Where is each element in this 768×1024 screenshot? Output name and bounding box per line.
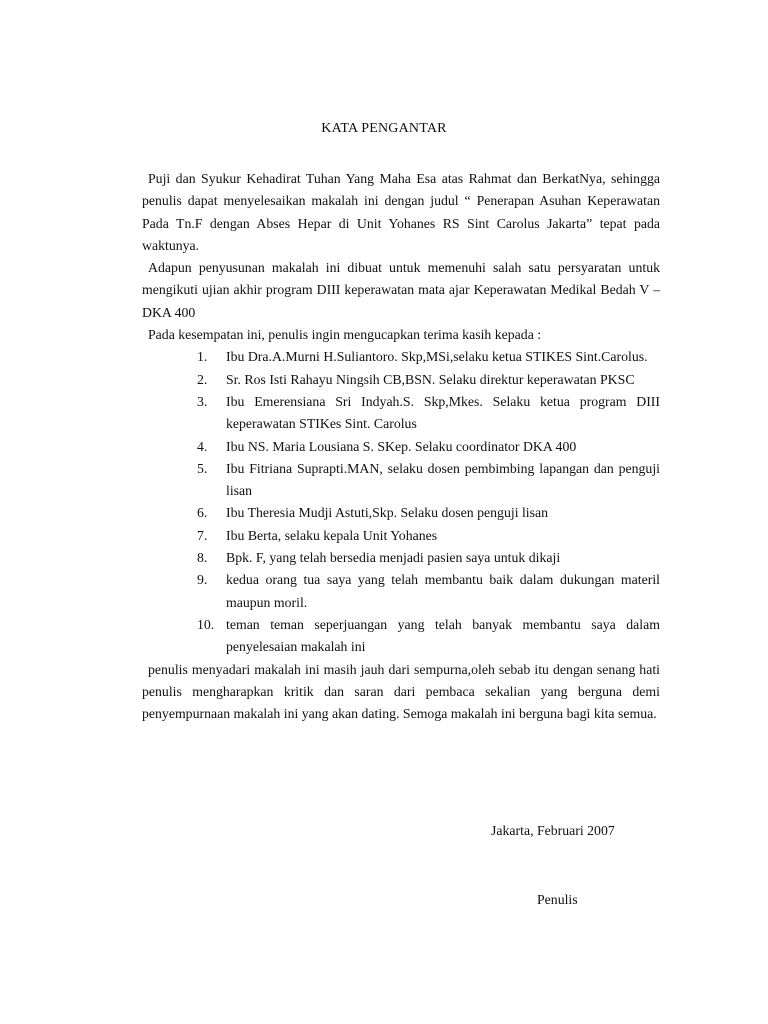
list-item-text: teman teman seperjuangan yang telah banyak membantu saya dalam penyelesaian makalah ini [226, 616, 660, 655]
list-item-number: 7. [197, 527, 208, 543]
list-item [142, 369, 660, 391]
document-body [142, 168, 660, 725]
list-item-text: Ibu Theresia Mudji Astuti,Skp. Selaku dosen penguji lisan [226, 505, 549, 521]
list-item-text: Bpk. F, yang telah bersedia menjadi pasien saya untuk dikaji [226, 550, 561, 566]
list-item-text: Sr. Ros Isti Rahayu Ningsih CB,BSN. Selaku direktur keperawatan PKSC [226, 371, 635, 387]
list-item-number: 5. [197, 460, 208, 476]
place-date: Jakarta, Februari 2007 [491, 823, 615, 838]
list-item [142, 502, 660, 524]
list-item [142, 525, 660, 547]
list-item-text: kedua orang tua saya yang telah membantu baik dalam dukungan materil maupun moril. [226, 572, 660, 610]
list-item-number: 9. [197, 572, 208, 588]
list-item [142, 436, 660, 458]
signature-name: Penulis [537, 892, 578, 907]
list-item-number: 2. [197, 371, 208, 387]
list-item-number: 10. [197, 616, 215, 632]
list-item [142, 391, 660, 436]
page-title: KATA PENGANTAR [321, 121, 447, 136]
list-item-number: 6. [197, 505, 208, 521]
paragraph-opening: Puji dan Syukur Kehadirat Tuhan Yang Maha Esa atas Rahmat dan BerkatNya, sehingga penulis dapat menyelesaikan makalah ini dengan judul “ Penerapan Asuhan Keperawatan Pada Tn.F dengan Abses Hepar di Unit Yohanes RS Sint Carolus Jakarta” tepat pada waktunya. [142, 171, 660, 253]
thanks-list [142, 346, 660, 658]
list-item-text: Ibu Fitriana Suprapti.MAN, selaku dosen pembimbing lapangan dan penguji lisan [226, 460, 660, 499]
list-item-text: Ibu Emerensiana Sri Indyah.S. Skp,Mkes. Selaku ketua program DIII keperawatan STIKes Sint. Carolus [226, 393, 660, 432]
list-item-number: 4. [197, 438, 208, 454]
list-item-number: 1. [197, 349, 208, 365]
list-item [142, 614, 660, 659]
list-item [142, 569, 660, 614]
list-item-number: 3. [197, 393, 208, 409]
list-item-text: Ibu Berta, selaku kepala Unit Yohanes [226, 527, 438, 543]
list-item [142, 458, 660, 503]
list-item [142, 346, 660, 368]
paragraph-closing: penulis menyadari makalah ini masih jauh dari sempurna,oleh sebab itu dengan senang hati penulis mengharapkan kritik dan saran dari pembaca sekalian yang berguna demi penyempurnaan makalah ini yang akan dating. Semoga makalah ini berguna bagi kita semua. [142, 661, 660, 722]
paragraph-purpose: Adapun penyusunan makalah ini dibuat untuk memenuhi salah satu persyaratan untuk mengikuti ujian akhir program DIII keperawatan mata ajar Keperawatan Medikal Bedah V – DKA 400 [142, 260, 660, 320]
list-item-text: Ibu NS. Maria Lousiana S. SKep. Selaku coordinator DKA 400 [226, 438, 577, 454]
list-item [142, 547, 660, 569]
list-item-text: Ibu Dra.A.Murni H.Suliantoro. Skp,MSi,selaku ketua STIKES Sint.Carolus. [226, 349, 648, 365]
paragraph-thanks-intro: Pada kesempatan ini, penulis ingin mengucapkan terima kasih kepada : [148, 327, 542, 343]
list-item-number: 8. [197, 550, 208, 566]
